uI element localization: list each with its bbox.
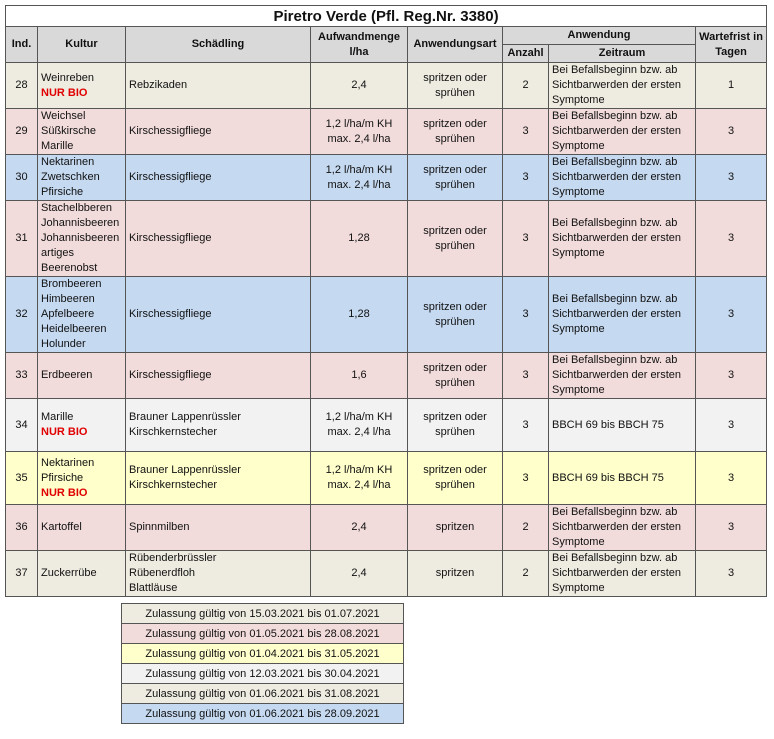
table-row [6,505,767,551]
cell-anwendungsart: spritzen oder sprühen [408,155,503,201]
cell-schaedling: Kirschessigfliege [126,277,311,353]
header-kultur: Kultur [38,27,126,63]
cell-kultur: Erdbeeren [38,353,126,399]
table-row [6,452,767,505]
cell-schaedling: Kirschessigfliege [126,155,311,201]
cell-schaedling: Kirschessigfliege [126,109,311,155]
cell-anwendungsart: spritzen oder sprühen [408,63,503,109]
cell-anwendungsart: spritzen oder sprühen [408,353,503,399]
validity-legend [121,603,404,724]
cell-ind: 32 [6,277,38,353]
cell-aufwandmenge: 1,2 l/ha/m KH max. 2,4 l/ha [311,109,408,155]
cell-ind: 29 [6,109,38,155]
cell-zeitraum: Bei Befallsbeginn bzw. ab Sichtbarwerden der ersten Symptome [549,109,696,155]
cell-anzahl: 3 [503,201,549,277]
cell-ind: 28 [6,63,38,109]
cell-zeitraum: BBCH 69 bis BBCH 75 [549,399,696,452]
cell-anwendungsart: spritzen oder sprühen [408,109,503,155]
table-row [6,277,767,353]
bio-only-label: NUR BIO [41,486,88,499]
cell-wartefrist: 1 [696,63,767,109]
table-row [6,353,767,399]
legend-row [122,624,404,644]
legend-entry: Zulassung gültig von 01.06.2021 bis 31.08.2021 [122,684,404,704]
cell-aufwandmenge: 2,4 [311,63,408,109]
cell-schaedling: Spinnmilben [126,505,311,551]
legend-entry: Zulassung gültig von 01.04.2021 bis 31.05.2021 [122,644,404,664]
cell-kultur: Kartoffel [38,505,126,551]
cell-aufwandmenge: 1,6 [311,353,408,399]
cell-aufwandmenge: 1,2 l/ha/m KH max. 2,4 l/ha [311,399,408,452]
cell-zeitraum: Bei Befallsbeginn bzw. ab Sichtbarwerden der ersten Symptome [549,201,696,277]
table-title: Piretro Verde (Pfl. Reg.Nr. 3380) [6,6,767,27]
cell-aufwandmenge: 1,28 [311,277,408,353]
legend-row [122,704,404,724]
bio-only-label: NUR BIO [41,86,88,99]
cell-zeitraum: Bei Befallsbeginn bzw. ab Sichtbarwerden der ersten Symptome [549,277,696,353]
cell-anzahl: 3 [503,452,549,505]
header-schaedling: Schädling [126,27,311,63]
cell-zeitraum: Bei Befallsbeginn bzw. ab Sichtbarwerden der ersten Symptome [549,155,696,201]
cell-anzahl: 2 [503,505,549,551]
cell-kultur: Weichsel Süßkirsche Marille [38,109,126,155]
cell-anwendungsart: spritzen oder sprühen [408,201,503,277]
cell-wartefrist: 3 [696,155,767,201]
cell-anwendungsart: spritzen oder sprühen [408,399,503,452]
cell-schaedling: Kirschessigfliege [126,353,311,399]
table-row [6,63,767,109]
cell-aufwandmenge: 1,2 l/ha/m KH max. 2,4 l/ha [311,155,408,201]
cell-ind: 30 [6,155,38,201]
cell-anzahl: 3 [503,155,549,201]
cell-wartefrist: 3 [696,109,767,155]
cell-anzahl: 3 [503,353,549,399]
header-aufwandmenge: Aufwandmenge l/ha [311,27,408,63]
cell-aufwandmenge: 2,4 [311,505,408,551]
cell-anwendungsart: spritzen oder sprühen [408,452,503,505]
cell-anwendungsart: spritzen [408,505,503,551]
cell-anwendungsart: spritzen oder sprühen [408,277,503,353]
header-anzahl: Anzahl [503,45,549,63]
legend-row [122,684,404,704]
legend-entry: Zulassung gültig von 15.03.2021 bis 01.07.2021 [122,604,404,624]
cell-anzahl: 3 [503,109,549,155]
legend-row [122,664,404,684]
table-row [6,109,767,155]
cell-zeitraum: Bei Befallsbeginn bzw. ab Sichtbarwerden der ersten Symptome [549,505,696,551]
legend-entry: Zulassung gültig von 01.05.2021 bis 28.08.2021 [122,624,404,644]
table-row [6,551,767,597]
table-body [6,63,767,597]
cell-kultur: Brombeeren Himbeeren Apfelbeere Heidelbeeren Holunder [38,277,126,353]
cell-wartefrist: 3 [696,399,767,452]
cell-wartefrist: 3 [696,201,767,277]
cell-kultur: Marille NUR BIO [38,399,126,452]
cell-ind: 35 [6,452,38,505]
registration-table [5,5,767,597]
cell-wartefrist: 3 [696,551,767,597]
header-ind: Ind. [6,27,38,63]
cell-ind: 36 [6,505,38,551]
legend-entry: Zulassung gültig von 01.06.2021 bis 28.09.2021 [122,704,404,724]
cell-anzahl: 2 [503,551,549,597]
legend-row [122,644,404,664]
cell-schaedling: Rübenderbrüssler Rübenerdfloh Blattläuse [126,551,311,597]
table-row [6,399,767,452]
cell-kultur: Nektarinen Pfirsiche NUR BIO [38,452,126,505]
bio-only-label: NUR BIO [41,426,88,438]
cell-zeitraum: Bei Befallsbeginn bzw. ab Sichtbarwerden der ersten Symptome [549,551,696,597]
cell-kultur: Weinreben NUR BIO [38,63,126,109]
cell-wartefrist: 3 [696,353,767,399]
cell-schaedling: Rebzikaden [126,63,311,109]
cell-schaedling: Kirschessigfliege [126,201,311,277]
cell-kultur: Stachelbberen Johannisbeeren Johannisbeeren artiges Beerenobst [38,201,126,277]
legend-row [122,604,404,624]
cell-schaedling: Brauner Lappenrüssler Kirschkernstecher [126,399,311,452]
header-zeitraum: Zeitraum [549,45,696,63]
cell-zeitraum: BBCH 69 bis BBCH 75 [549,452,696,505]
cell-aufwandmenge: 1,28 [311,201,408,277]
header-wartefrist: Wartefrist in Tagen [696,27,767,63]
cell-zeitraum: Bei Befallsbeginn bzw. ab Sichtbarwerden der ersten Symptome [549,353,696,399]
cell-anzahl: 2 [503,63,549,109]
cell-ind: 34 [6,399,38,452]
legend-entry: Zulassung gültig von 12.03.2021 bis 30.04.2021 [122,664,404,684]
cell-wartefrist: 3 [696,452,767,505]
cell-aufwandmenge: 2,4 [311,551,408,597]
header-anwendung: Anwendung [503,27,696,45]
cell-anzahl: 3 [503,277,549,353]
cell-wartefrist: 3 [696,277,767,353]
cell-ind: 33 [6,353,38,399]
cell-anzahl: 3 [503,399,549,452]
table-row [6,155,767,201]
cell-anwendungsart: spritzen [408,551,503,597]
header-anwendungsart: Anwendungsart [408,27,503,63]
cell-ind: 31 [6,201,38,277]
cell-aufwandmenge: 1,2 l/ha/m KH max. 2,4 l/ha [311,452,408,505]
cell-kultur: Nektarinen Zwetschken Pfirsiche [38,155,126,201]
cell-ind: 37 [6,551,38,597]
cell-wartefrist: 3 [696,505,767,551]
cell-zeitraum: Bei Befallsbeginn bzw. ab Sichtbarwerden der ersten Symptome [549,63,696,109]
table-row [6,201,767,277]
cell-schaedling: Brauner Lappenrüssler Kirschkernstecher [126,452,311,505]
cell-kultur: Zuckerrübe [38,551,126,597]
